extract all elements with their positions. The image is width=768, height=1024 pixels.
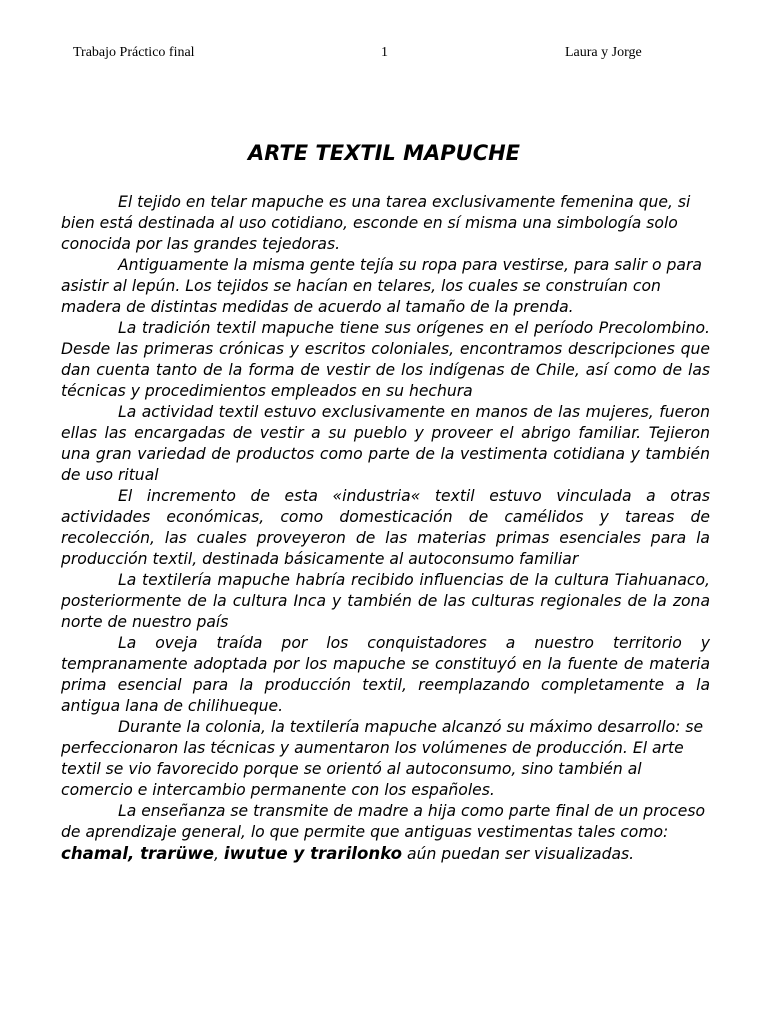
paragraph-9-separator: , <box>214 845 224 863</box>
header-right-text: Laura y Jorge <box>565 45 642 60</box>
paragraph-2: Antiguamente la misma gente tejía su ropa para vestirse, para salir o para asistir al lepún. Los tejidos se hacían en telares, los cuales se construían con madera de distintas medidas de acuerdo al tamaño de la prenda. <box>61 256 702 316</box>
paragraph-9 <box>61 801 710 865</box>
paragraph-6: La textilería mapuche habría recibido influencias de la cultura Tiahuanaco, posteriormente de la cultura Inca y también de las culturas regionales de la zona norte de nuestro país <box>61 571 710 631</box>
page-number: 1 <box>381 45 388 60</box>
paragraph-9-intro: La enseñanza se transmite de madre a hija como parte final de un proceso de aprendizaje general, lo que permite que antiguas vestimentas tales como: <box>61 802 705 841</box>
paragraph-1: El tejido en telar mapuche es una tarea exclusivamente femenina que, si bien está destinada al uso cotidiano, esconde en sí misma una simbología solo conocida por las grandes tejedoras. <box>61 193 691 253</box>
paragraph-4: La actividad textil estuvo exclusivamente en manos de las mujeres, fueron ellas las encargadas de vestir a su pueblo y proveer el abrigo familiar. Tejieron una gran variedad de productos como parte de la vestimenta cotidiana y también de uso ritual <box>61 403 710 484</box>
document-title: ARTE TEXTIL MAPUCHE <box>247 141 521 165</box>
textile-terms-2: iwutue y trarilonko <box>223 844 403 863</box>
paragraph-8: Durante la colonia, la textilería mapuche alcanzó su máximo desarrollo: se perfeccionaron las técnicas y aumentaron los volúmenes de producción. El arte textil se vio favorecido porque se orientó al autoconsumo, sino también al comercio e intercambio permanente con los españoles. <box>61 718 704 799</box>
paragraph-3: La tradición textil mapuche tiene sus orígenes en el período Precolombino. Desde las primeras crónicas y escritos coloniales, encontramos descripciones que dan cuenta tanto de la forma de vestir de los indígenas de Chile, así como de las técnicas y procedimientos empleados en su hechura <box>61 319 710 400</box>
paragraph-5: El incremento de esta «industria« textil estuvo vinculada a otras actividades económicas, como domesticación de camélidos y tareas de recolección, las cuales proveyeron de las materias primas esenciales para la producción textil, destinada básicamente al autoconsumo familiar <box>61 487 710 568</box>
document-body <box>61 192 710 865</box>
header-left-text: Trabajo Práctico final <box>73 45 195 60</box>
paragraph-7: La oveja traída por los conquistadores a nuestro territorio y tempranamente adoptada por los mapuche se constituyó en la fuente de materia prima esencial para la producción textil, reemplazando completamente a la antigua lana de chilihueque. <box>61 634 710 715</box>
paragraph-9-outro: aún puedan ser visualizadas. <box>402 845 635 863</box>
textile-terms-1: chamal, trarüwe <box>61 844 214 863</box>
page-header <box>0 45 768 69</box>
